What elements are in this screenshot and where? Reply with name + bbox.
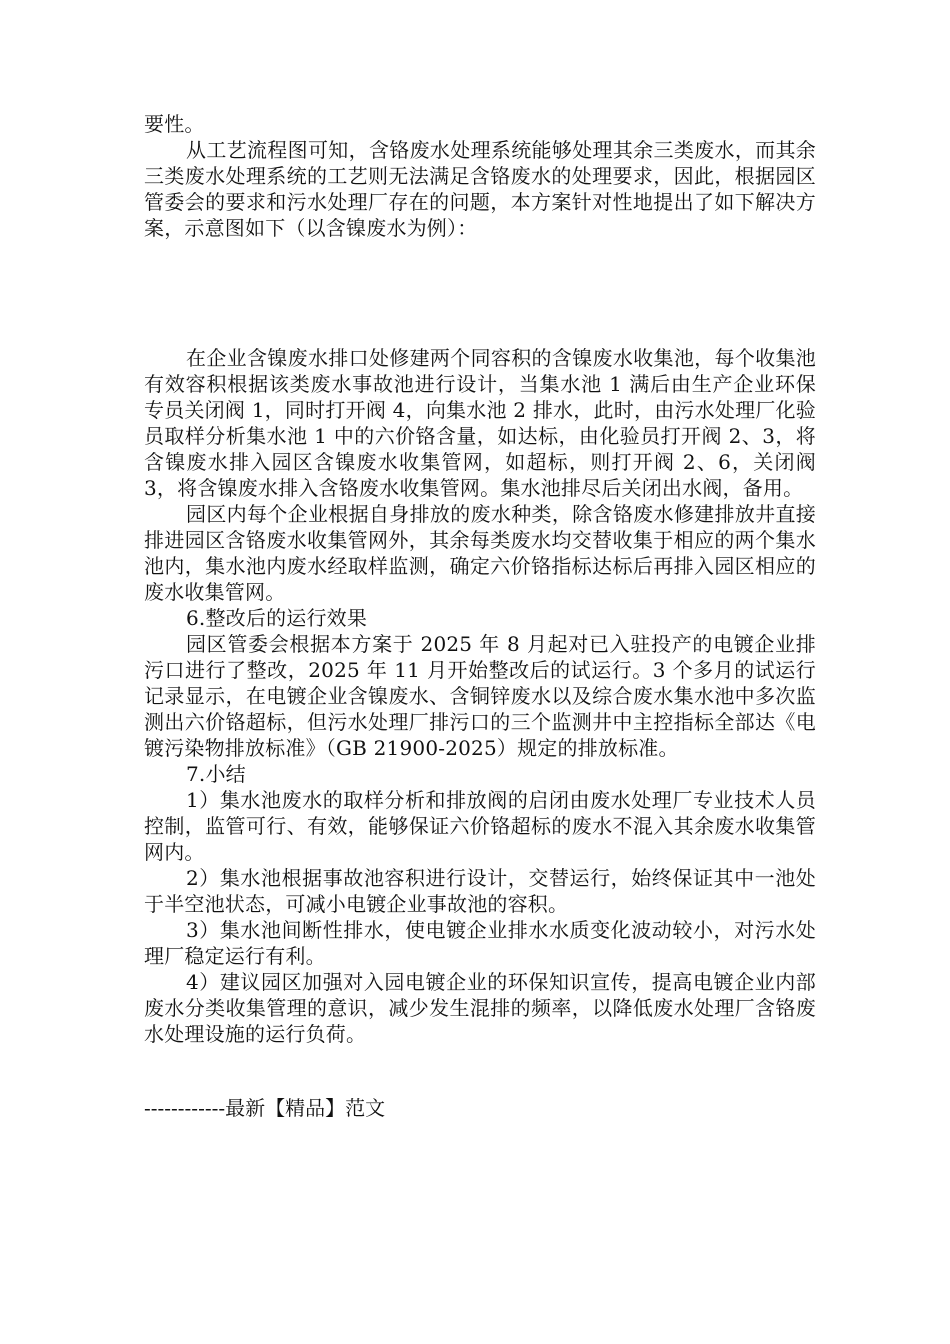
summary-item-2: 2）集水池根据事故池容积进行设计，交替运行，始终保证其中一池处于半空池状态，可减小电镀企业事故池的容积。	[144, 866, 816, 916]
paragraph-continuation: 要性。	[144, 112, 205, 136]
summary-item-4: 4）建议园区加强对入园电镀企业的环保知识宣传，提高电镀企业内部废水分类收集管理的意识，减少发生混排的频率，以降低废水处理厂含铬废水处理设施的运行负荷。	[144, 970, 816, 1046]
paragraph-operation-results: 园区管委会根据本方案于 2025 年 8 月起对已入驻投产的电镀企业排污口进行了整改，2025 年 11 月开始整改后的试运行。3 个多月的试运行记录显示，在电镀企业含镍废水、含铜锌废水以及综合废水集水池中多次监测出六价铬超标，但污水处理厂排污口的三个监测井中主控指标全部达《电镀污染物排放标准》（GB 21900-2025）规定的排放标准。	[144, 632, 816, 760]
section-heading-6: 6.整改后的运行效果	[186, 606, 368, 630]
document-body	[144, 111, 816, 1047]
paragraph-collection-pools: 在企业含镍废水排口处修建两个同容积的含镍废水收集池，每个收集池有效容积根据该类废水事故池进行设计，当集水池 1 满后由生产企业环保专员关闭阀 1，同时打开阀 4，向集水池 2 排水，此时，由污水处理厂化验员取样分析集水池 1 中的六价铬含量，如达标，由化验员打开阀 2、3，将含镍废水排入园区含镍废水收集管网，如超标，则打开阀 2、6，关闭阀 3，将含镍废水排入含铬废水收集管网。集水池排尽后关闭出水阀，备用。	[144, 346, 816, 500]
figure-placeholder	[144, 241, 816, 345]
summary-item-3: 3）集水池间断性排水，使电镀企业排水水质变化波动较小，对污水处理厂稳定运行有利。	[144, 918, 816, 968]
section-heading-7: 7.小结	[186, 762, 246, 786]
footer-text: ------------最新【精品】范文	[144, 1096, 386, 1120]
paragraph-process-intro: 从工艺流程图可知，含铬废水处理系统能够处理其余三类废水，而其余三类废水处理系统的工艺则无法满足含铬废水的处理要求，因此，根据园区管委会的要求和污水处理厂存在的问题，本方案针对性地提出了如下解决方案，示意图如下（以含镍废水为例）：	[144, 138, 816, 240]
paragraph-park-enterprises: 园区内每个企业根据自身排放的废水种类，除含铬废水修建排放井直接排进园区含铬废水收集管网外，其余每类废水均交替收集于相应的两个集水池内，集水池内废水经取样监测，确定六价铬指标达标后再排入园区相应的废水收集管网。	[144, 502, 816, 604]
summary-item-1: 1）集水池废水的取样分析和排放阀的启闭由废水处理厂专业技术人员控制，监管可行、有效，能够保证六价铬超标的废水不混入其余废水收集管网内。	[144, 788, 816, 864]
